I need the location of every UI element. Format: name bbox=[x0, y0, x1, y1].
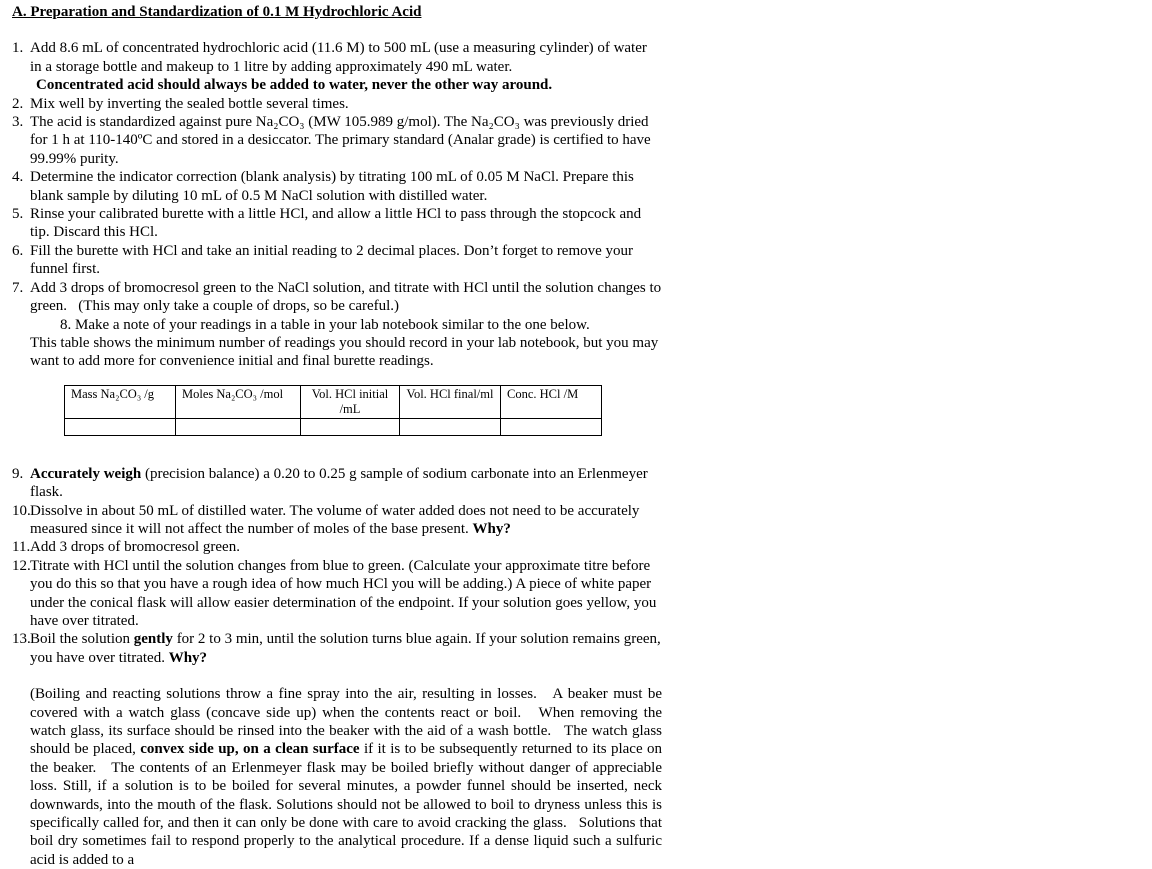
readings-table bbox=[64, 385, 602, 436]
step-6 bbox=[12, 242, 662, 279]
step-number: 4. bbox=[12, 169, 24, 186]
step-text: The acid is standardized against pure Na₂CO₃ (MW 105.989 g/mol). The Na₂CO₃ was previously dried for 1 h at 110-140ºC and stored in a desiccator. The primary standard (Analar grade) is certified to have 99.99% purity. bbox=[30, 114, 651, 167]
step-12 bbox=[12, 557, 662, 631]
step-number: 1. bbox=[12, 40, 24, 57]
step-text: Mix well by inverting the sealed bottle several times. bbox=[30, 95, 349, 112]
table-header-row bbox=[65, 385, 602, 418]
step-number: 10. bbox=[12, 502, 31, 519]
table-header-cell: Conc. HCl /M bbox=[501, 385, 602, 418]
section-title: A. Preparation and Standardization of 0.1 M Hydrochloric Acid bbox=[12, 4, 422, 20]
boiling-note-paragraph bbox=[12, 685, 666, 869]
table-cell bbox=[501, 418, 602, 435]
step-text: Boil the solution bbox=[30, 631, 134, 648]
step-1 bbox=[12, 39, 662, 94]
step-11 bbox=[12, 538, 662, 556]
step-number: 7. bbox=[12, 279, 24, 296]
step-7 bbox=[12, 279, 665, 316]
step-10 bbox=[12, 502, 662, 539]
step-number: 9. bbox=[12, 465, 24, 482]
step-number: 2. bbox=[12, 95, 24, 112]
step-text: Add 3 drops of bromocresol green to the NaCl solution, and titrate with HCl until the solution changes to green. (This may only take a couple of drops, so be careful.) bbox=[30, 279, 665, 315]
step-number: 5. bbox=[12, 206, 24, 223]
step-2 bbox=[12, 95, 662, 113]
table-header-cell: Moles Na₂CO₃ /mol bbox=[176, 385, 301, 418]
document-page bbox=[12, 3, 666, 869]
step-number: 11. bbox=[12, 539, 31, 556]
step-number: 3. bbox=[12, 114, 24, 131]
step-bold-question: Why? bbox=[168, 649, 208, 666]
step-8 bbox=[12, 316, 662, 371]
step-text: Rinse your calibrated burette with a little HCl, and allow a little HCl to pass through the stopcock and tip. Discard this HCl. bbox=[30, 206, 642, 241]
step-number: 6. bbox=[12, 242, 24, 259]
step-13 bbox=[12, 630, 662, 667]
step-text: for 2 to 3 min, until the solution turns blue again. If your solution remains green, you have over titrated. bbox=[30, 631, 661, 666]
step-text-rest: This table shows the minimum number of readings you should record in your lab notebook, but you may want to add more for convenience initial and final burette readings. bbox=[30, 334, 659, 370]
note-bold-text: convex side up, on a clean surface bbox=[140, 741, 360, 758]
step-number: 8. bbox=[60, 316, 72, 333]
step-bold-word: gently bbox=[133, 631, 173, 648]
table-cell bbox=[400, 418, 501, 435]
step-text: (precision balance) a 0.20 to 0.25 g sample of sodium carbonate into an Erlenmeyer flask. bbox=[30, 465, 648, 501]
table-cell bbox=[301, 418, 400, 435]
table-header-cell: Vol. HCl final/ml bbox=[400, 385, 501, 418]
step-3 bbox=[12, 113, 662, 168]
step-4 bbox=[12, 168, 662, 205]
note-text: (Boiling and reacting solutions throw a fine spray into the air, resulting in losses. A beaker must be covered with a watch glass (concave side up) when the contents react or boil. When removing the watch glass, its surface should be rinsed into the beaker with the aid of a wash bottle. The watch glass should be placed, bbox=[30, 686, 666, 758]
table-cell bbox=[176, 418, 301, 435]
table-header-cell: Vol. HCl initial /mL bbox=[301, 385, 400, 418]
step-text: Dissolve in about 50 mL of distilled water. The volume of water added does not need to be accurately measured since it will not affect the number of moles of the base present. bbox=[30, 502, 640, 537]
step-number: 13. bbox=[12, 631, 31, 648]
step-9 bbox=[12, 465, 662, 502]
table-row bbox=[65, 418, 602, 435]
step-text: Titrate with HCl until the solution changes from blue to green. (Calculate your approximate titre before you do this so that you have a rough idea of how much HCl you will be adding.) A piece of white paper under the conical flask will allow easier determination of the endpoint. If your solution goes yellow, you have over titrated. bbox=[30, 557, 657, 629]
step-text: Determine the indicator correction (blank analysis) by titrating 100 mL of 0.05 M NaCl. Prepare this blank sample by diluting 10 mL of 0.5 M NaCl solution with distilled water. bbox=[30, 169, 634, 204]
safety-note: Concentrated acid should always be added to water, never the other way around. bbox=[36, 77, 553, 94]
table-header-cell: Mass Na₂CO₃ /g bbox=[65, 385, 176, 418]
step-text-first: Make a note of your readings in a table in your lab notebook similar to the one below. bbox=[75, 316, 590, 333]
note-text: if it is to be subsequently returned to its place on the beaker. The contents of an Erlenmeyer flask may be boiled briefly without danger of appreciable loss. Still, if a solution is to be boiled for several minutes, a powder funnel should be inserted, neck downwards, into the mouth of the flask. Solutions should not be allowed to boil to dryness unless this is specifically called for, and then it can only be done with care to avoid cracking the glass. Solutions that boil dry sometimes fail to respond properly to the analytical procedure. If a dense liquid such a sulfuric acid is added to a bbox=[30, 741, 666, 868]
step-text: Fill the burette with HCl and take an initial reading to 2 decimal places. Don’t forget to remove your funnel first. bbox=[30, 242, 634, 278]
step-number: 12. bbox=[12, 557, 31, 574]
step-5 bbox=[12, 205, 662, 242]
step-bold-lead: Accurately weigh bbox=[30, 465, 142, 482]
step-text: Add 3 drops of bromocresol green. bbox=[30, 539, 240, 556]
step-text: Add 8.6 mL of concentrated hydrochloric acid (11.6 M) to 500 mL (use a measuring cylinder) of water in a storage bottle and makeup to 1 litre by adding approximately 490 mL water. bbox=[30, 40, 647, 75]
table-cell bbox=[65, 418, 176, 435]
step-bold-question: Why? bbox=[472, 520, 511, 537]
